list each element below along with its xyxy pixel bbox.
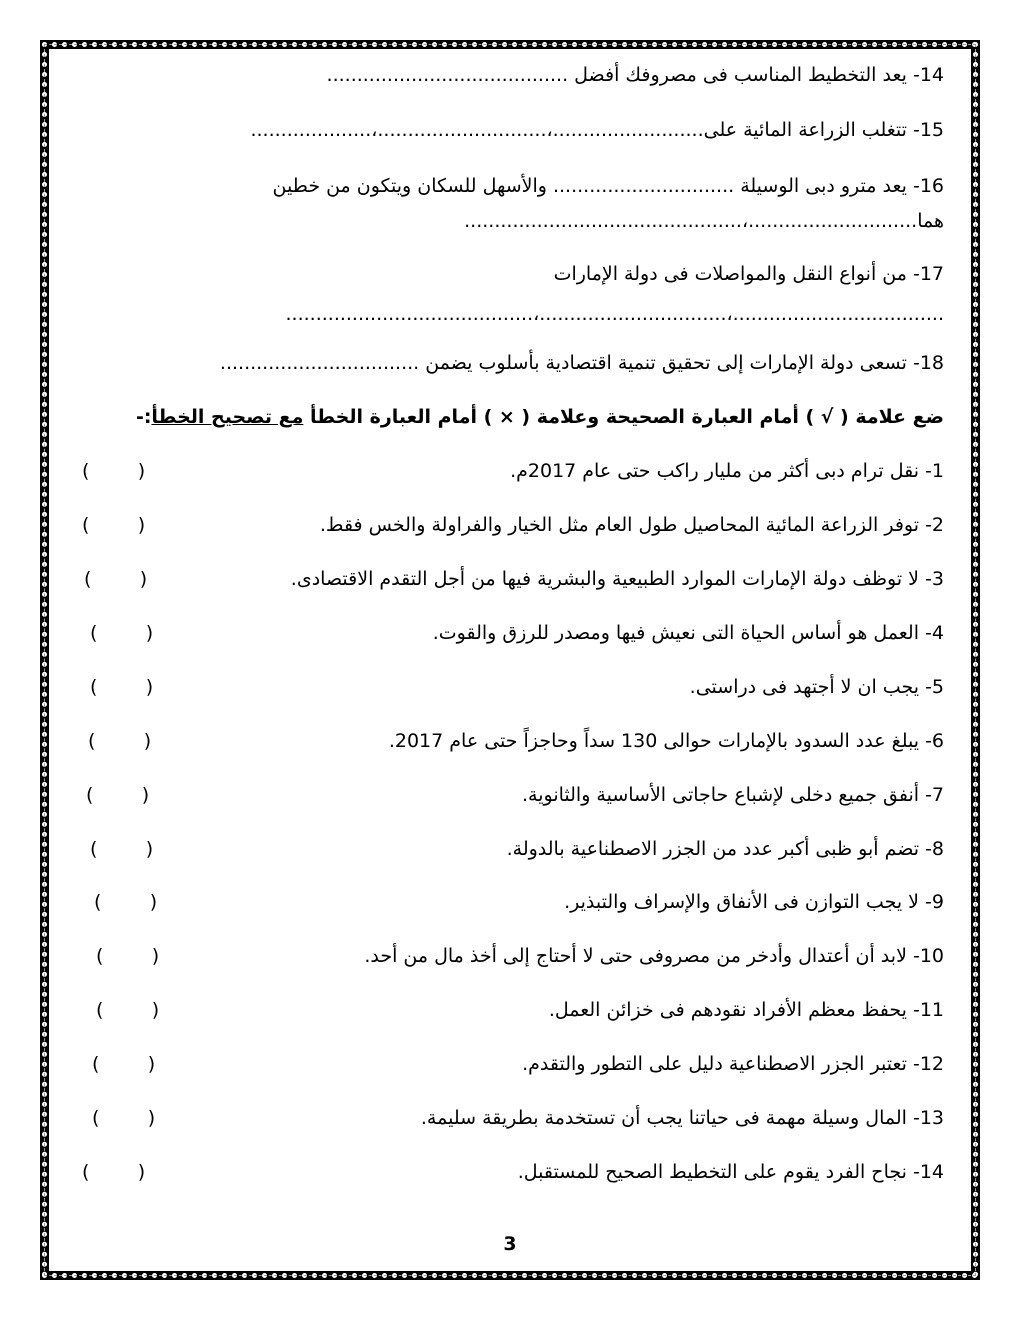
answer-parentheses-5[interactable]: ( ) xyxy=(90,676,154,698)
tf-item-9: 9- لا يجب التوازن فى الأنفاق والإسراف والتبذير. xyxy=(564,891,944,913)
tf-item-5: 5- يجب ان لا أجتهد فى دراستى. xyxy=(689,676,944,698)
answer-parentheses-1[interactable]: ( ) xyxy=(82,460,146,482)
fill-item-15: 15- تتغلب الزراعة المائية على.........................،............................،.................... xyxy=(250,119,944,141)
answer-parentheses-8[interactable]: ( ) xyxy=(90,838,154,860)
tf-item-11: 11- يحفظ معظم الأفراد نقودهم فى خزائن العمل. xyxy=(548,999,944,1021)
tf-item-3: 3- لا توظف دولة الإمارات الموارد الطبيعية والبشرية فيها من أجل التقدم الاقتصادى. xyxy=(290,568,944,590)
fill-item-17-line2: ...................................،...............................،......................................... xyxy=(285,303,944,325)
fill-item-17-line1: 17- من أنواع النقل والمواصلات فى دولة الإمارات xyxy=(553,263,944,285)
page-number: 3 xyxy=(503,1233,517,1255)
answer-parentheses-9[interactable]: ( ) xyxy=(94,891,158,913)
answer-parentheses-3[interactable]: ( ) xyxy=(84,568,148,590)
fill-item-16-line1: 16- يعد مترو دبى الوسيلة .............................. والأسهل للسكان ويتكون من خطين xyxy=(272,175,944,197)
tf-item-13: 13- المال وسيلة مهمة فى حياتنا يجب أن تستخدمة بطريقة سليمة. xyxy=(420,1107,944,1129)
answer-parentheses-14[interactable]: ( ) xyxy=(82,1161,146,1183)
instruction-suffix: :- xyxy=(135,406,152,428)
instruction-underlined: مع تصحيح الخطأ xyxy=(151,406,304,428)
fill-item-14: 14- يعد التخطيط المناسب فى مصروفك أفضل ........................................ xyxy=(326,64,944,86)
tf-item-4: 4- العمل هو أساس الحياة التى نعيش فيها ومصدر للرزق والقوت. xyxy=(432,622,944,644)
answer-parentheses-13[interactable]: ( ) xyxy=(92,1107,156,1129)
tf-item-10: 10- لابد أن أعتدال وأدخر من مصروفى حتى لا أحتاج إلى أخذ مال من أحد. xyxy=(364,945,944,967)
tf-item-8: 8- تضم أبو ظبى أكبر عدد من الجزر الاصطناعية بالدولة. xyxy=(506,838,944,860)
tf-item-1: 1- نقل ترام دبى أكثر من مليار راكب حتى عام 2017م. xyxy=(510,460,944,482)
answer-parentheses-10[interactable]: ( ) xyxy=(96,945,160,967)
answer-parentheses-11[interactable]: ( ) xyxy=(96,999,160,1021)
fill-item-18: 18- تسعى دولة الإمارات إلى تحقيق تنمية اقتصادية بأسلوب يضمن ................................. xyxy=(219,352,944,374)
answer-parentheses-12[interactable]: ( ) xyxy=(92,1053,156,1075)
instruction-text: ضع علامة ( √ ) أمام العبارة الصحيحة وعلامة ( × ) أمام العبارة الخطأ xyxy=(303,406,944,428)
section-instruction xyxy=(136,405,944,429)
tf-item-2: 2- توفر الزراعة المائية المحاصيل طول العام مثل الخيار والفراولة والخس فقط. xyxy=(319,514,944,536)
tf-item-14: 14- نجاح الفرد يقوم على التخطيط الصحيح للمستقبل. xyxy=(517,1161,944,1183)
answer-parentheses-4[interactable]: ( ) xyxy=(90,622,154,644)
tf-item-6: 6- يبلغ عدد السدود بالإمارات حوالى 130 سداً وحاجزاً حتى عام 2017. xyxy=(388,730,944,752)
answer-parentheses-6[interactable]: ( ) xyxy=(88,730,152,752)
tf-item-12: 12- تعتبر الجزر الاصطناعية دليل على التطور والتقدم. xyxy=(522,1053,944,1075)
answer-parentheses-7[interactable]: ( ) xyxy=(86,784,150,806)
answer-parentheses-2[interactable]: ( ) xyxy=(82,514,146,536)
tf-item-7: 7- أنفق جميع دخلى لإشباع حاجاتى الأساسية والثانوية. xyxy=(521,784,944,806)
fill-item-16-line2: هما............................،.............................................. xyxy=(464,210,944,232)
